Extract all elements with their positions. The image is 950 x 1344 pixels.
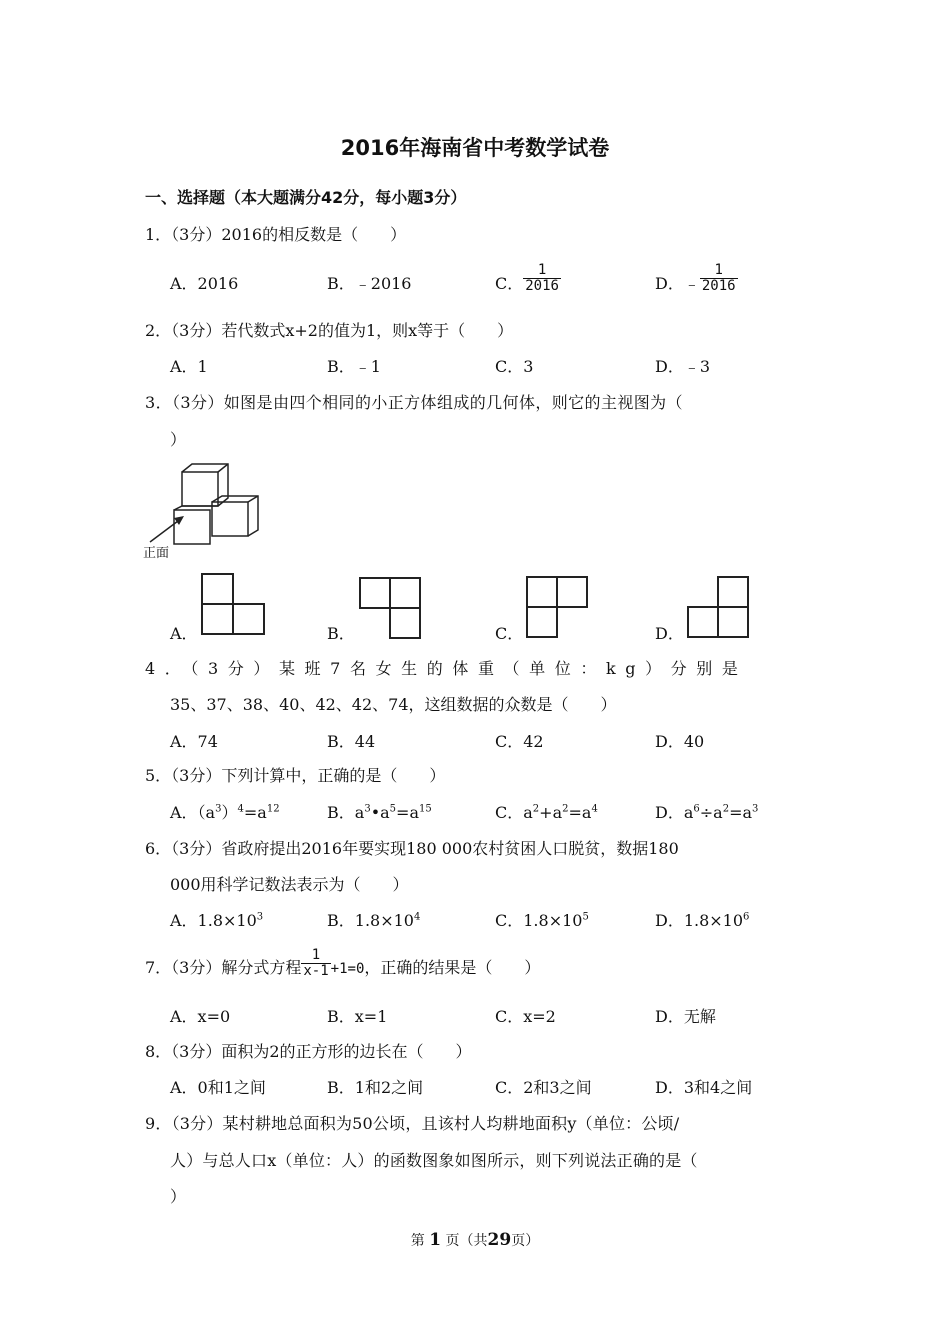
- page-title: 2016年海南省中考数学试卷: [340, 136, 610, 160]
- q7-option-b: B．x=1: [327, 1007, 388, 1026]
- q3-option-d: D．: [655, 624, 684, 643]
- q7-option-c: C．x=2: [495, 1007, 556, 1026]
- q2-option-a: A．1: [170, 357, 208, 376]
- q1-option-a: A．2016: [170, 274, 239, 293]
- question-3-stem: 3．（3分）如图是由四个相同的小正方体组成的几何体，则它的主视图为（: [145, 393, 683, 412]
- question-9-stem: 9．（3分）某村耕地总面积为50公顷，且该村人均耕地面积y（单位：公顷/: [145, 1114, 680, 1133]
- q2-option-d: D．﹣3: [655, 357, 711, 376]
- question-4-stem-cont: 35、37、38、40、42、42、74，这组数据的众数是（ ）: [170, 695, 617, 714]
- q2-option-c: C．3: [495, 357, 534, 376]
- question-9-stem-cont: 人）与总人口x（单位：人）的函数图象如图所示，则下列说法正确的是（: [170, 1151, 698, 1170]
- q3-option-b-figure: [358, 576, 424, 640]
- q3-option-b: B．: [327, 624, 355, 643]
- q6-option-a: A．$1.8\times 10^3$: [170, 911, 264, 930]
- q1-option-d: D．﹣ $\frac{1}{2016}$: [655, 262, 736, 294]
- question-9-stem-end: ）: [170, 1187, 187, 1206]
- q4-option-c: C．42: [495, 732, 544, 751]
- question-3-stem-cont: ）: [170, 430, 187, 449]
- front-label: 正面: [143, 546, 170, 561]
- question-4-stem: 4．（3分）某班7名女生的体重（单位：kg）分别是: [145, 659, 748, 678]
- q4-option-a: A．74: [170, 732, 218, 751]
- question-6-stem-cont: 000用科学记数法表示为（ ）: [170, 875, 409, 894]
- question-6-stem: 6．（3分）省政府提出2016年要实现180 000农村贫困人口脱贫，数据180: [145, 839, 679, 858]
- question-1-stem: 1．（3分）2016的相反数是（ ）: [145, 225, 407, 244]
- q5-option-d: D．$a^6\div a^2=a^3$: [655, 803, 759, 822]
- q4-option-d: D．40: [655, 732, 705, 751]
- q8-option-a: A．0和1之间: [170, 1078, 266, 1097]
- page-footer: 第 1 页（共29页）: [410, 1230, 540, 1250]
- q8-option-b: B．1和2之间: [327, 1078, 424, 1097]
- q3-option-d-figure: [686, 575, 752, 639]
- section-heading: 一、选择题（本大题满分42分，每小题3分）: [145, 188, 467, 207]
- q2-option-b: B．﹣1: [327, 357, 381, 376]
- q4-option-b: B．44: [327, 732, 376, 751]
- q3-option-a: A．: [170, 624, 198, 643]
- question-7-stem: 7．（3分）解分式方程 $\frac{1}{x-1}$ +1=0，正确的结果是（ ）: [145, 947, 541, 979]
- q1-option-b: B．﹣2016: [327, 274, 412, 293]
- q5-option-c: C．$a^2+a^2=a^4$: [495, 803, 598, 822]
- q3-option-c: C．: [495, 624, 524, 643]
- q3-option-a-figure: [200, 572, 268, 636]
- question-8-stem: 8．（3分）面积为2的正方形的边长在（ ）: [145, 1042, 472, 1061]
- q6-option-c: C．$1.8\times 10^5$: [495, 911, 589, 930]
- q7-option-a: A．x=0: [170, 1007, 231, 1026]
- question-2-stem: 2．（3分）若代数式x+2的值为1，则x等于（ ）: [145, 321, 514, 340]
- q8-option-c: C．2和3之间: [495, 1078, 592, 1097]
- q5-option-b: B．$a^3•a^5=a^{15}$: [327, 803, 432, 822]
- q6-option-d: D．$1.8\times 10^6$: [655, 911, 750, 930]
- q8-option-d: D．3和4之间: [655, 1078, 753, 1097]
- q5-option-a: A．$(a^3)^4=a^{12}$: [170, 803, 280, 822]
- question-5-stem: 5．（3分）下列计算中，正确的是（ ）: [145, 766, 446, 785]
- q6-option-b: B．$1.8\times 10^4$: [327, 911, 421, 930]
- q1-option-c: C． $\frac{1}{2016}$: [495, 262, 559, 294]
- q3-option-c-figure: [525, 575, 591, 639]
- q7-option-d: D．无解: [655, 1007, 716, 1026]
